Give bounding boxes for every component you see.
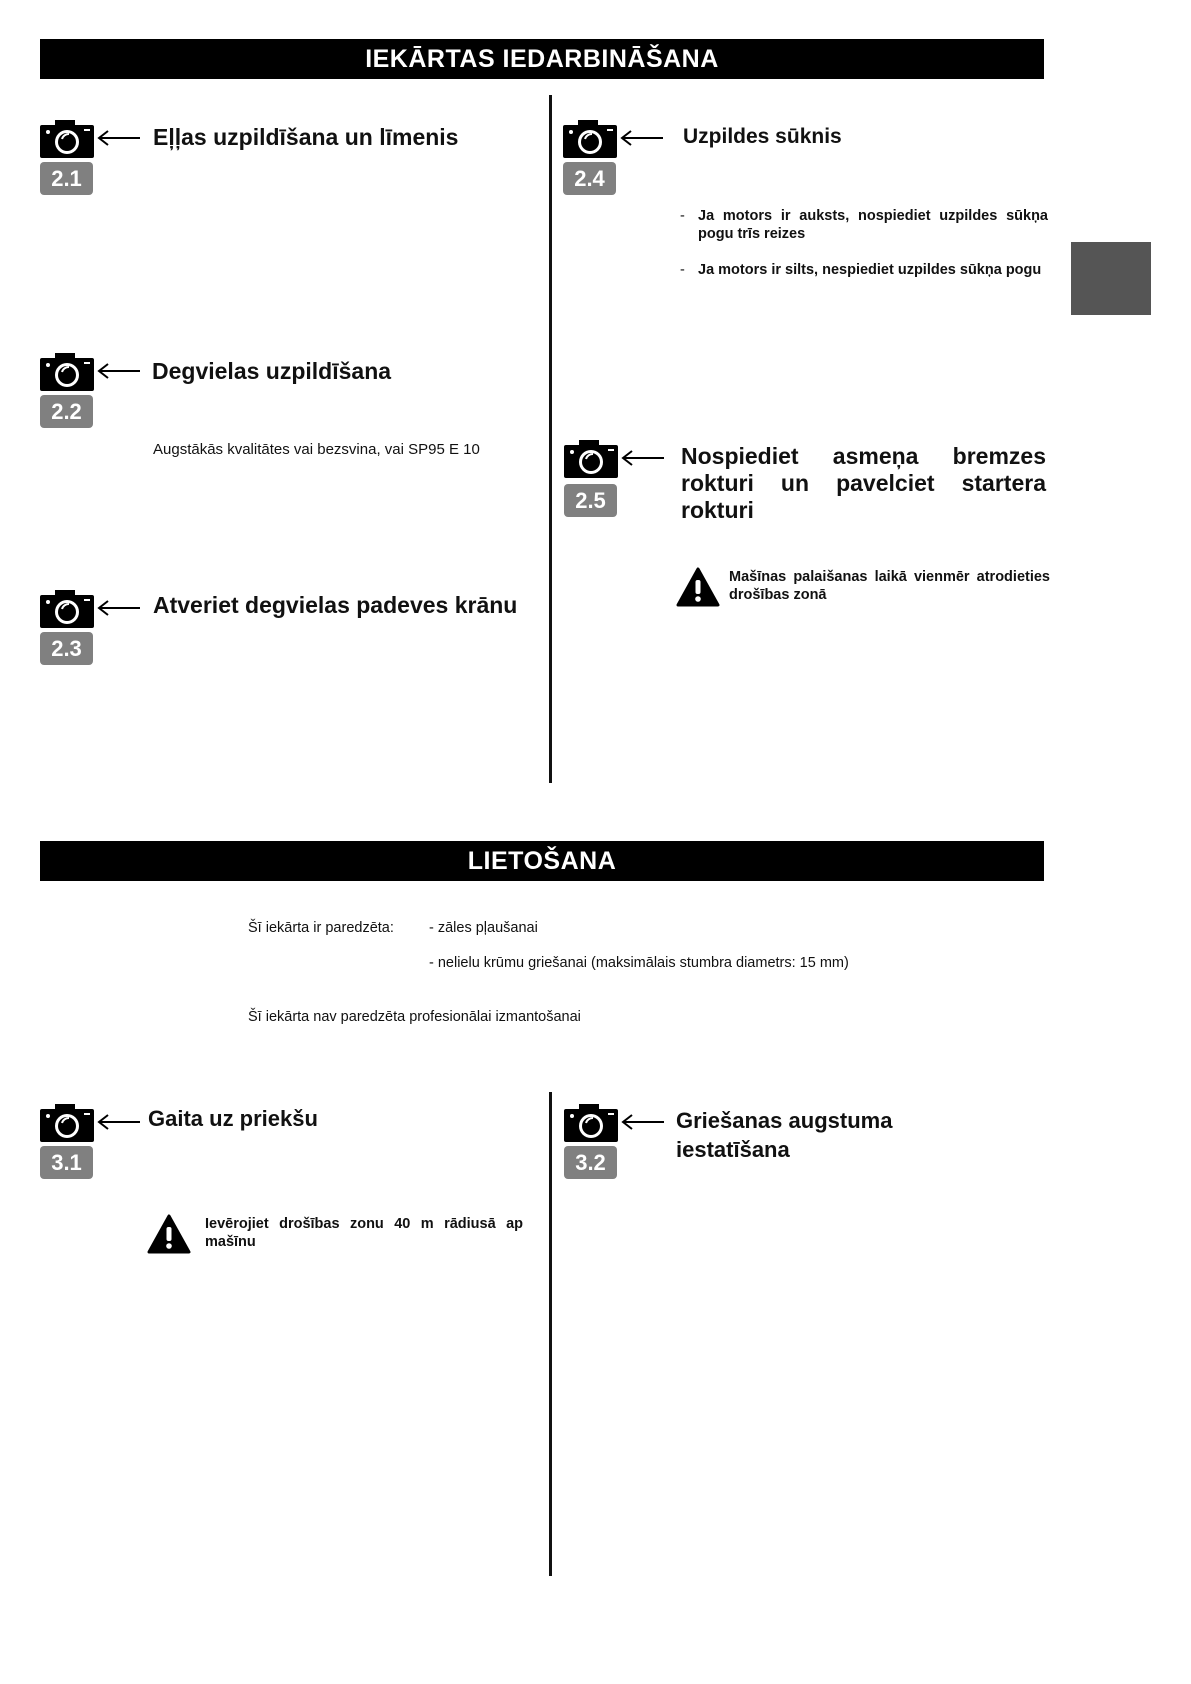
arrow-left-icon — [620, 1113, 664, 1131]
fuel-note: Augstākās kvalitātes vai bezsvina, vai SP95 E 10 — [153, 441, 480, 458]
section-title-operation: IEKĀRTAS IEDARBINĀŠANA — [40, 39, 1044, 79]
step-3-1-title: Gaita uz priekšu — [148, 1106, 318, 1131]
arrow-left-icon — [96, 1113, 140, 1131]
column-divider — [549, 95, 552, 783]
step-badge: 2.4 — [563, 162, 616, 195]
step-2-4-marker — [563, 120, 673, 200]
camera-icon — [564, 440, 618, 478]
bullet-dash: - — [680, 262, 685, 278]
step-3-2-marker — [564, 1104, 674, 1184]
intended-use-item: - nelielu krūmu griešanai (maksimālais stumbra diametrs: 15 mm) — [429, 955, 849, 971]
intended-use-label: Šī iekārta ir paredzēta: — [248, 920, 394, 936]
step-2-5-title: Nospiediet asmeņa bremzes rokturi un pavelciet startera rokturi — [681, 443, 1046, 523]
step-2-4-title: Uzpildes sūknis — [683, 125, 842, 148]
arrow-left-icon — [96, 129, 140, 147]
arrow-left-icon — [620, 449, 664, 467]
step-2-3-title: Atveriet degvielas padeves krānu — [153, 592, 518, 618]
step-2-3-marker — [40, 590, 150, 670]
arrow-left-icon — [619, 129, 663, 147]
camera-icon — [40, 590, 94, 628]
side-tab — [1071, 242, 1151, 315]
camera-icon — [563, 120, 617, 158]
step-2-1-marker — [40, 120, 150, 200]
camera-icon — [40, 1104, 94, 1142]
step-2-2-marker — [40, 353, 150, 433]
step-2-5-marker — [564, 440, 674, 520]
step-2-1-title: Eļļas uzpildīšana un līmenis — [153, 124, 459, 150]
step-badge: 2.3 — [40, 632, 93, 665]
bullet-dash: - — [680, 208, 685, 224]
intended-use-item: - zāles pļaušanai — [429, 920, 538, 936]
warning-icon — [147, 1214, 191, 1254]
safety-zone-warning: Ievērojiet drošības zonu 40 m rādiusā ap mašīnu — [205, 1216, 523, 1250]
step-badge: 2.1 — [40, 162, 93, 195]
primer-bullet-warm — [680, 261, 1048, 279]
bullet-text: Ja motors ir silts, nespiediet uzpildes sūkņa pogu — [698, 262, 1042, 278]
start-safety-warning: Mašīnas palaišanas laikā vienmēr atrodieties drošības zonā — [729, 569, 1050, 603]
step-3-1-marker — [40, 1104, 150, 1184]
step-badge: 3.2 — [564, 1146, 617, 1179]
arrow-left-icon — [96, 599, 140, 617]
not-intended-note: Šī iekārta nav paredzēta profesionālai izmantošanai — [248, 1009, 581, 1025]
camera-icon — [40, 120, 94, 158]
camera-icon — [564, 1104, 618, 1142]
bullet-text: Ja motors ir auksts, nospiediet uzpildes sūkņa pogu trīs reizes — [698, 208, 1048, 242]
column-divider — [549, 1092, 552, 1576]
warning-icon — [676, 567, 720, 607]
primer-bullet-cold — [680, 207, 1048, 243]
step-badge: 3.1 — [40, 1146, 93, 1179]
step-badge: 2.2 — [40, 395, 93, 428]
step-badge: 2.5 — [564, 484, 617, 517]
step-3-2-title: Griešanas augstuma iestatīšana — [676, 1108, 893, 1162]
arrow-left-icon — [96, 362, 140, 380]
section-title-use: LIETOŠANA — [40, 841, 1044, 881]
step-2-2-title: Degvielas uzpildīšana — [152, 358, 392, 384]
camera-icon — [40, 353, 94, 391]
